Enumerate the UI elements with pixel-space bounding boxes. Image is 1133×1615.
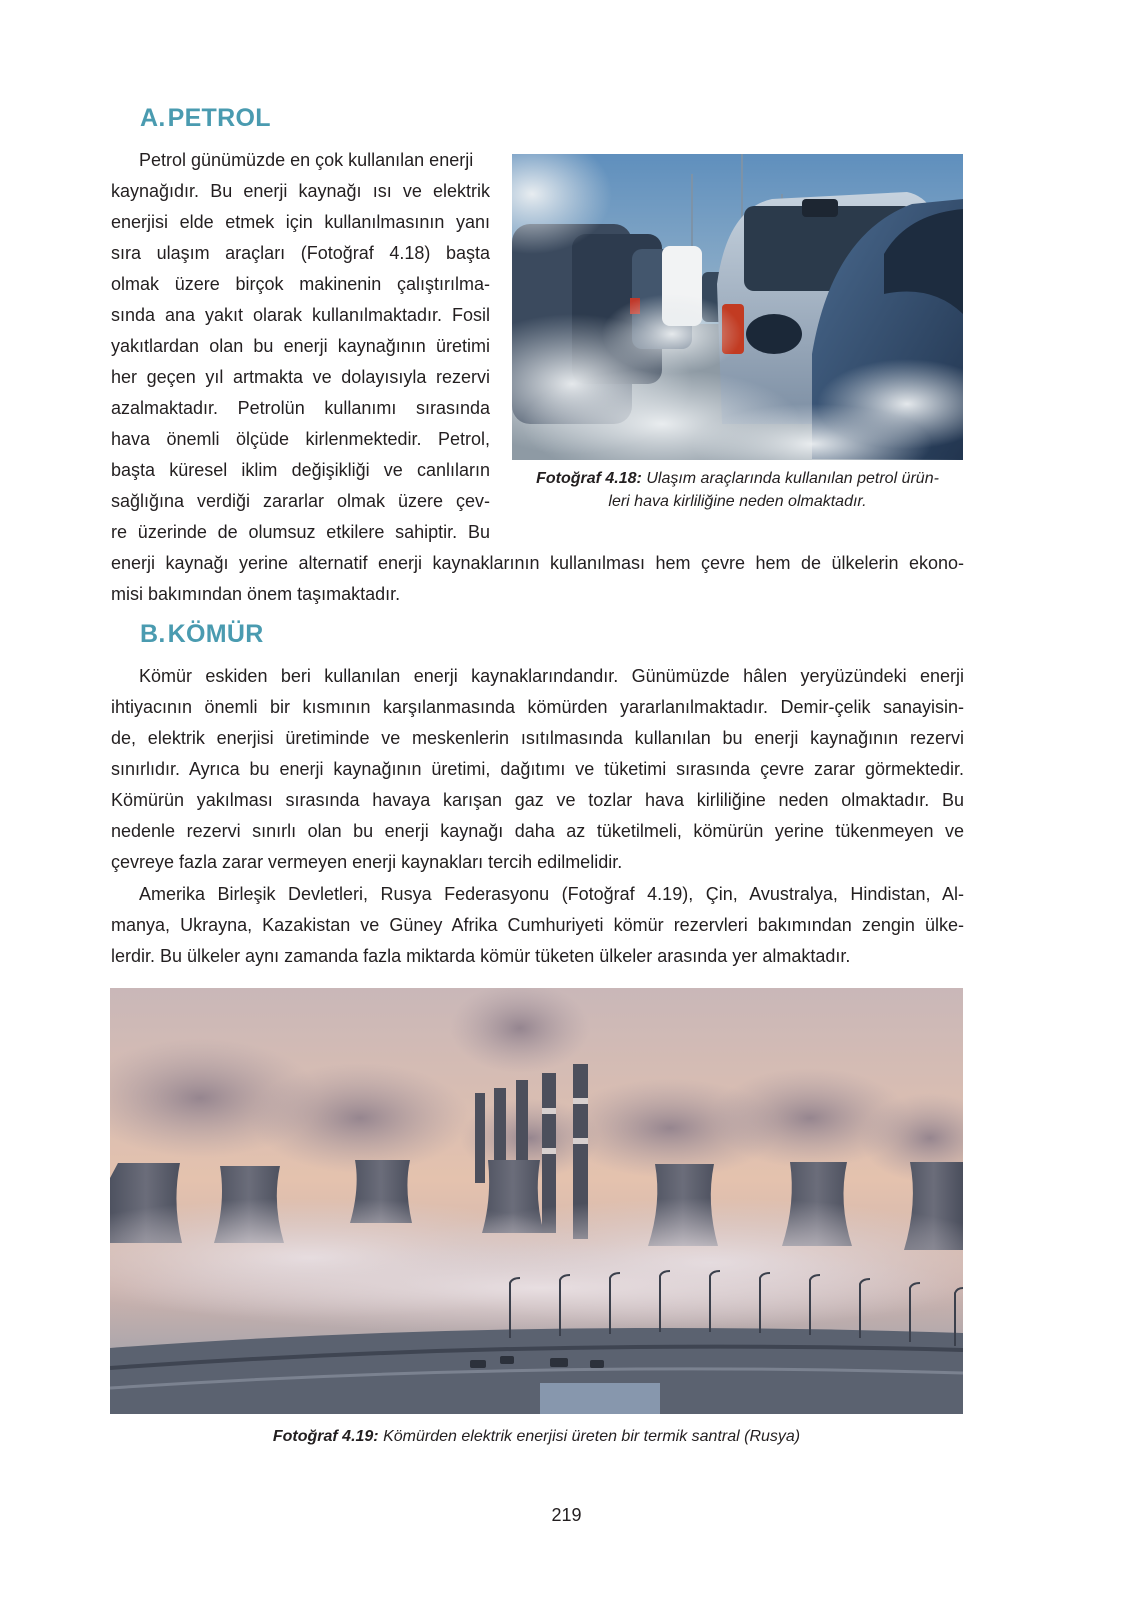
para-a-line: hava önemli ölçüde kirlenmektedir. Petrol, <box>111 429 490 449</box>
caption-label: Fotoğraf 4.19: <box>272 1428 379 1445</box>
power-plant-photo <box>110 988 963 1414</box>
caption-text: Kömürden elektrik enerjisi üreten bir termik santral (Rusya) <box>383 1428 801 1445</box>
caption-label: Fotoğraf 4.18: <box>536 470 642 487</box>
caption-text: leri hava kirliliğine neden olmaktadır. <box>608 493 867 510</box>
photo-4-19-caption <box>110 1425 963 1448</box>
para-b1-line: sınırlıdır. Ayrıca bu enerji kaynağının üretimi, dağıtımı ve tüketimi sırasında çevre zarar görmektedir. <box>111 759 964 779</box>
para-a-line: her geçen yıl artmakta ve dolayısıyla rezervi <box>111 367 490 387</box>
para-b1-line: nedenle rezervi sınırlı olan bu enerji kaynağı daha az tüketilmeli, kömürün yerine tükenmeyen ve <box>111 821 964 841</box>
section-a-title: PETROL <box>167 104 271 132</box>
page-number: 219 <box>551 1505 582 1525</box>
section-b-number: B. <box>140 620 166 648</box>
section-b-paragraph-2 <box>111 879 964 972</box>
para-b1-line: de, elektrik enerjisi üretiminde ve meskenlerin ısıtılmasında kullanılan bu enerji kaynağının rezervi <box>111 728 964 748</box>
section-b-heading <box>140 620 264 649</box>
para-a-line: olmak üzere birçok makinenin çalıştırılma- <box>111 274 490 294</box>
para-a-line: enerjisi elde etmek için kullanılmasının yanı <box>111 212 490 232</box>
para-a-line: sında ana yakıt olarak kullanılmaktadır. Fosil <box>111 305 490 325</box>
para-a-line: re üzerinde de olumsuz etkilere sahiptir. Bu <box>111 522 490 542</box>
para-a-line: kaynağıdır. Bu enerji kaynağı ısı ve elektrik <box>111 181 490 201</box>
section-a-paragraph-continued <box>111 548 964 610</box>
section-a-paragraph <box>111 145 490 548</box>
para-b2-line: lerdir. Bu ülkeler aynı zamanda fazla miktarda kömür tüketen ülkeler arasında yer almaktadır. <box>111 946 851 966</box>
para-b2-line: Amerika Birleşik Devletleri, Rusya Federasyonu (Fotoğraf 4.19), Çin, Avustralya, Hindistan, Al- <box>139 884 964 904</box>
para-b1-line: ihtiyacının önemli bir kısmının karşılanmasında kömürden yararlanılmaktadır. Demir-çelik sanayisin- <box>111 697 964 717</box>
section-b-title: KÖMÜR <box>167 620 264 648</box>
para-a-line: sıra ulaşım araçları (Fotoğraf 4.18) başta <box>111 243 490 263</box>
para-b1-line: Kömürün yakılması sırasında havaya karışan gaz ve tozlar hava kirliliğine neden olmaktadır. Bu <box>111 790 964 810</box>
section-b-paragraph-1 <box>111 661 964 878</box>
para-b1-line: Kömür eskiden beri kullanılan enerji kaynaklarındandır. Günümüzde hâlen yeryüzündeki enerji <box>139 666 964 686</box>
para-b2-line: manya, Ukrayna, Kazakistan ve Güney Afrika Cumhuriyeti kömür rezervleri bakımından zengin ülke- <box>111 915 964 935</box>
traffic-exhaust-photo <box>512 154 963 460</box>
para-a-line: enerji kaynağı yerine alternatif enerji kaynaklarının kullanılması hem çevre hem de ülkelerin ekono- <box>111 553 964 573</box>
para-a-line: sağlığına verdiği zararlar olmak üzere çev- <box>111 491 490 511</box>
section-a-heading <box>140 104 271 133</box>
para-a-line: yakıtlardan olan bu enerji kaynağının üretimi <box>111 336 490 356</box>
caption-text: Ulaşım araçlarında kullanılan petrol ürün- <box>646 470 939 487</box>
para-b1-line: çevreye fazla zarar vermeyen enerji kaynakları tercih edilmelidir. <box>111 852 623 872</box>
section-a-number: A. <box>140 104 166 132</box>
para-a-line: misi bakımından önem taşımaktadır. <box>111 584 401 604</box>
para-a-line: azalmaktadır. Petrolün kullanımı sırasında <box>111 398 490 418</box>
photo-4-18-caption <box>512 467 963 513</box>
para-a-line: Petrol günümüzde en çok kullanılan enerji <box>139 150 474 170</box>
para-a-line: başta küresel iklim değişikliği ve canlıların <box>111 460 490 480</box>
